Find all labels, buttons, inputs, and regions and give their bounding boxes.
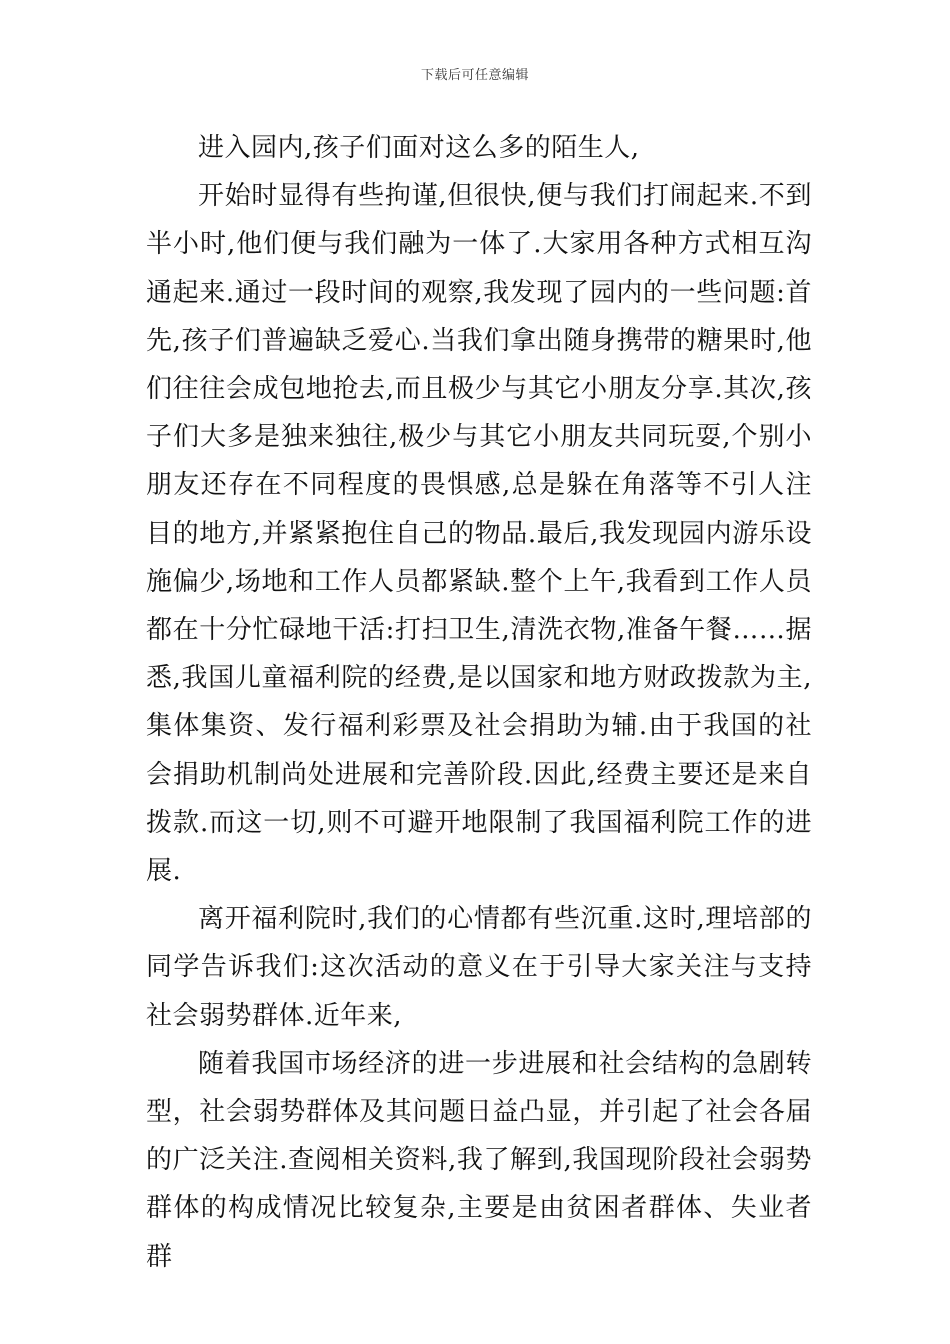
- paragraph-3: 离开福利院时,我们的心情都有些沉重.这时,理培部的同学告诉我们:这次活动的意义在于引导大家关注与支持社会弱势群体.近年来,: [146, 904, 812, 1031]
- paragraph-4: 随着我国市场经济的进一步进展和社会结构的急剧转型，社会弱势群体及其问题日益凸显，并引起了社会各届的广泛关注.查阅相关资料,我了解到,我国现阶段社会弱势群体的构成情况比较复杂,主要是由贫困者群体、失业者群: [146, 1048, 812, 1272]
- paragraph-1: 进入园内,孩子们面对这么多的陌生人,: [198, 133, 640, 163]
- document-body: [146, 124, 812, 1281]
- paragraph-2: 开始时显得有些拘谨,但很快,便与我们打闹起来.不到半小时,他们便与我们融为一体了.大家用各种方式相互沟通起来.通过一段时间的观察,我发现了园内的一些问题:首先,孩子们普遍缺乏爱心.当我们拿出随身携带的糖果时,他们往往会成包地抢去,而且极少与其它小朋友分享.其次,孩子们大多是独来独往,极少与其它小朋友共同玩耍,个别小朋友还存在不同程度的畏惧感,总是躲在角落等不引人注目的地方,并紧紧抱住自己的物品.最后,我发现园内游乐设施偏少,场地和工作人员都紧缺.整个上午,我看到工作人员都在十分忙碌地干活:打扫卫生,清洗衣物,准备午餐……据悉,我国儿童福利院的经费,是以国家和地方财政拨款为主,集体集资、发行福利彩票及社会捐助为辅.由于我国的社会捐助机制尚处进展和完善阶段.因此,经费主要还是来自拨款.而这一切,则不可避开地限制了我国福利院工作的进展.: [146, 181, 812, 887]
- page-header: 下载后可任意编辑: [420, 68, 529, 83]
